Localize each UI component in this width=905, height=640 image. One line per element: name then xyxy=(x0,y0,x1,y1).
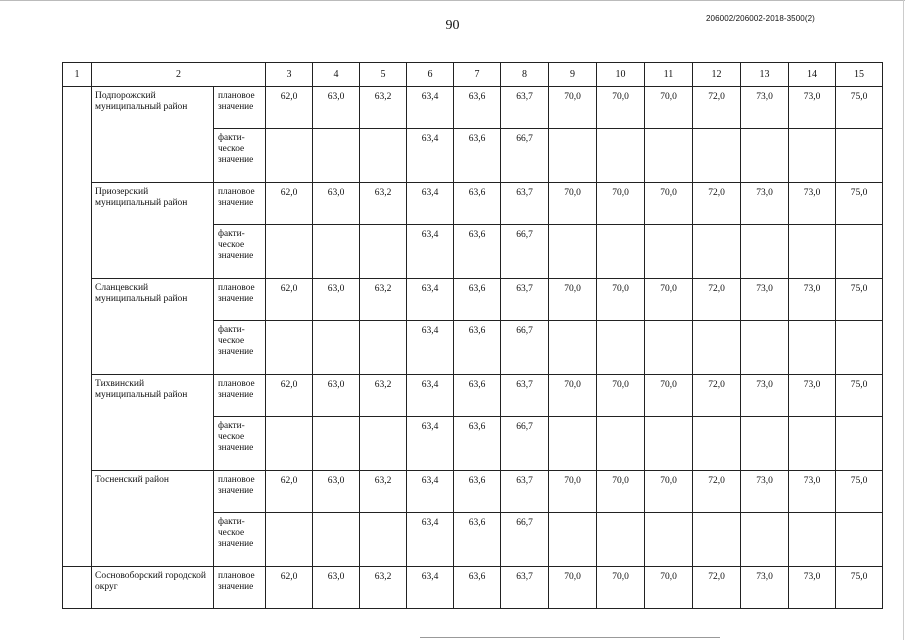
header-cell: 6 xyxy=(407,63,454,87)
value-cell xyxy=(360,321,407,375)
district-name: Тосненский район xyxy=(92,471,214,567)
table-row-plan xyxy=(63,183,883,225)
value-cell: 72,0 xyxy=(693,87,741,129)
value-cell: 63,2 xyxy=(360,375,407,417)
value-cell xyxy=(741,417,789,471)
value-cell: 62,0 xyxy=(266,279,313,321)
value-cell: 73,0 xyxy=(789,567,836,609)
value-cell: 63,4 xyxy=(407,471,454,513)
value-cell: 70,0 xyxy=(645,279,693,321)
value-cell xyxy=(597,321,645,375)
value-cell: 66,7 xyxy=(501,225,549,279)
district-name: Сосновоборский городской округ xyxy=(92,567,214,609)
actual-value-label: факти- ческое значение xyxy=(214,129,266,183)
value-cell: 73,0 xyxy=(789,87,836,129)
header-cell: 3 xyxy=(266,63,313,87)
value-cell: 66,7 xyxy=(501,417,549,471)
value-cell: 63,6 xyxy=(454,513,501,567)
value-cell: 72,0 xyxy=(693,375,741,417)
value-cell xyxy=(836,321,883,375)
value-cell: 62,0 xyxy=(266,375,313,417)
table-row-plan xyxy=(63,471,883,513)
value-cell: 73,0 xyxy=(741,183,789,225)
value-cell: 63,6 xyxy=(454,321,501,375)
value-cell: 70,0 xyxy=(549,567,597,609)
value-cell xyxy=(836,417,883,471)
header-cell: 1 xyxy=(63,63,92,87)
value-cell: 63,7 xyxy=(501,567,549,609)
district-name: Сланцевский муниципальный район xyxy=(92,279,214,375)
value-cell: 75,0 xyxy=(836,567,883,609)
value-cell: 75,0 xyxy=(836,183,883,225)
value-cell: 73,0 xyxy=(789,375,836,417)
plan-value-label: плановое значение xyxy=(214,279,266,321)
value-cell: 63,6 xyxy=(454,129,501,183)
value-cell: 70,0 xyxy=(597,375,645,417)
district-name: Подпорожский муниципальный район xyxy=(92,87,214,183)
value-cell: 63,0 xyxy=(313,279,360,321)
value-cell: 73,0 xyxy=(741,471,789,513)
value-cell: 63,4 xyxy=(407,183,454,225)
value-cell xyxy=(741,129,789,183)
actual-value-label: факти- ческое значение xyxy=(214,321,266,375)
header-cell: 13 xyxy=(741,63,789,87)
value-cell: 73,0 xyxy=(741,279,789,321)
value-cell: 63,4 xyxy=(407,375,454,417)
value-cell: 72,0 xyxy=(693,471,741,513)
value-cell: 62,0 xyxy=(266,567,313,609)
value-cell: 70,0 xyxy=(549,87,597,129)
actual-value-label: факти- ческое значение xyxy=(214,225,266,279)
value-cell: 63,6 xyxy=(454,417,501,471)
value-cell xyxy=(645,129,693,183)
value-cell xyxy=(836,225,883,279)
value-cell: 63,6 xyxy=(454,471,501,513)
value-cell: 70,0 xyxy=(645,87,693,129)
scan-edge-bottom xyxy=(420,637,720,638)
value-cell: 63,2 xyxy=(360,87,407,129)
value-cell: 63,4 xyxy=(407,225,454,279)
value-cell: 72,0 xyxy=(693,279,741,321)
value-cell: 63,6 xyxy=(454,87,501,129)
value-cell: 73,0 xyxy=(789,471,836,513)
value-cell xyxy=(836,129,883,183)
value-cell xyxy=(549,417,597,471)
value-cell: 63,6 xyxy=(454,567,501,609)
value-cell xyxy=(313,513,360,567)
table-row-plan xyxy=(63,87,883,129)
actual-value-label: факти- ческое значение xyxy=(214,513,266,567)
value-cell: 63,7 xyxy=(501,183,549,225)
value-cell: 66,7 xyxy=(501,129,549,183)
value-cell xyxy=(360,417,407,471)
value-cell xyxy=(597,513,645,567)
value-cell xyxy=(549,225,597,279)
header-cell: 9 xyxy=(549,63,597,87)
value-cell: 63,4 xyxy=(407,417,454,471)
value-cell: 70,0 xyxy=(597,567,645,609)
value-cell: 75,0 xyxy=(836,87,883,129)
value-cell: 66,7 xyxy=(501,321,549,375)
value-cell: 63,4 xyxy=(407,129,454,183)
value-cell: 63,4 xyxy=(407,279,454,321)
value-cell xyxy=(597,417,645,471)
value-cell xyxy=(836,513,883,567)
value-cell: 63,4 xyxy=(407,321,454,375)
header-cell: 8 xyxy=(501,63,549,87)
value-cell: 70,0 xyxy=(645,183,693,225)
value-cell: 63,0 xyxy=(313,183,360,225)
value-cell xyxy=(789,417,836,471)
value-cell xyxy=(313,225,360,279)
value-cell: 63,2 xyxy=(360,183,407,225)
value-cell: 62,0 xyxy=(266,87,313,129)
header-cell: 14 xyxy=(789,63,836,87)
value-cell xyxy=(549,321,597,375)
row-index-cell xyxy=(63,567,92,609)
header-cell: 5 xyxy=(360,63,407,87)
value-cell: 63,6 xyxy=(454,225,501,279)
value-cell: 63,4 xyxy=(407,87,454,129)
value-cell: 63,4 xyxy=(407,513,454,567)
header-cell: 4 xyxy=(313,63,360,87)
document-code: 206002/206002-2018-3500(2) xyxy=(706,14,815,23)
value-cell: 75,0 xyxy=(836,375,883,417)
value-cell: 73,0 xyxy=(741,87,789,129)
value-cell xyxy=(360,225,407,279)
value-cell: 62,0 xyxy=(266,183,313,225)
value-cell: 73,0 xyxy=(741,567,789,609)
value-cell xyxy=(645,417,693,471)
value-cell: 73,0 xyxy=(789,279,836,321)
value-cell: 70,0 xyxy=(597,87,645,129)
value-cell xyxy=(313,129,360,183)
value-cell xyxy=(645,513,693,567)
value-cell: 63,2 xyxy=(360,279,407,321)
value-cell: 75,0 xyxy=(836,279,883,321)
value-cell: 63,0 xyxy=(313,567,360,609)
plan-value-label: плановое значение xyxy=(214,471,266,513)
value-cell: 70,0 xyxy=(549,375,597,417)
value-cell: 72,0 xyxy=(693,567,741,609)
header-cell: 10 xyxy=(597,63,645,87)
value-cell xyxy=(266,417,313,471)
header-cell: 7 xyxy=(454,63,501,87)
value-cell: 70,0 xyxy=(645,375,693,417)
value-cell xyxy=(693,225,741,279)
value-cell xyxy=(693,513,741,567)
value-cell: 70,0 xyxy=(597,471,645,513)
value-cell: 70,0 xyxy=(549,183,597,225)
header-row xyxy=(63,63,883,87)
value-cell: 66,7 xyxy=(501,513,549,567)
row-index-cell xyxy=(63,87,92,567)
value-cell: 70,0 xyxy=(549,471,597,513)
value-cell: 63,7 xyxy=(501,279,549,321)
value-cell: 70,0 xyxy=(549,279,597,321)
value-cell xyxy=(789,513,836,567)
value-cell: 70,0 xyxy=(645,567,693,609)
plan-value-label: плановое значение xyxy=(214,567,266,609)
header-cell: 2 xyxy=(92,63,266,87)
header-cell: 12 xyxy=(693,63,741,87)
value-cell xyxy=(266,225,313,279)
value-cell xyxy=(693,417,741,471)
value-cell xyxy=(597,225,645,279)
value-cell: 70,0 xyxy=(597,183,645,225)
scan-edge-top xyxy=(0,0,905,1)
value-cell: 75,0 xyxy=(836,471,883,513)
value-cell xyxy=(741,225,789,279)
value-cell xyxy=(741,513,789,567)
actual-value-label: факти- ческое значение xyxy=(214,417,266,471)
indicator-table xyxy=(62,62,883,609)
table-row-plan xyxy=(63,375,883,417)
value-cell: 63,0 xyxy=(313,87,360,129)
value-cell: 63,6 xyxy=(454,375,501,417)
value-cell: 63,6 xyxy=(454,183,501,225)
value-cell xyxy=(693,129,741,183)
value-cell: 63,2 xyxy=(360,567,407,609)
value-cell: 63,0 xyxy=(313,471,360,513)
table-row-plan xyxy=(63,567,883,609)
value-cell: 63,7 xyxy=(501,375,549,417)
scan-edge-right xyxy=(903,0,904,640)
value-cell xyxy=(597,129,645,183)
plan-value-label: плановое значение xyxy=(214,375,266,417)
value-cell xyxy=(266,129,313,183)
value-cell xyxy=(645,225,693,279)
value-cell: 70,0 xyxy=(597,279,645,321)
value-cell: 72,0 xyxy=(693,183,741,225)
district-name: Тихвинский муниципальный район xyxy=(92,375,214,471)
value-cell xyxy=(789,225,836,279)
value-cell xyxy=(693,321,741,375)
value-cell: 73,0 xyxy=(741,375,789,417)
value-cell xyxy=(360,513,407,567)
value-cell: 63,6 xyxy=(454,279,501,321)
value-cell xyxy=(741,321,789,375)
page-number: 90 xyxy=(445,18,460,33)
value-cell: 63,7 xyxy=(501,87,549,129)
header-cell: 11 xyxy=(645,63,693,87)
value-cell xyxy=(360,129,407,183)
table-row-plan xyxy=(63,279,883,321)
value-cell xyxy=(266,513,313,567)
value-cell: 62,0 xyxy=(266,471,313,513)
value-cell xyxy=(313,417,360,471)
value-cell: 63,7 xyxy=(501,471,549,513)
value-cell: 73,0 xyxy=(789,183,836,225)
district-name: Приозерский муниципальный район xyxy=(92,183,214,279)
value-cell xyxy=(549,129,597,183)
value-cell: 70,0 xyxy=(645,471,693,513)
value-cell: 63,2 xyxy=(360,471,407,513)
plan-value-label: плановое значение xyxy=(214,87,266,129)
value-cell xyxy=(789,321,836,375)
value-cell xyxy=(549,513,597,567)
value-cell xyxy=(645,321,693,375)
header-cell: 15 xyxy=(836,63,883,87)
value-cell xyxy=(789,129,836,183)
value-cell: 63,0 xyxy=(313,375,360,417)
value-cell xyxy=(266,321,313,375)
value-cell xyxy=(313,321,360,375)
plan-value-label: плановое значение xyxy=(214,183,266,225)
value-cell: 63,4 xyxy=(407,567,454,609)
